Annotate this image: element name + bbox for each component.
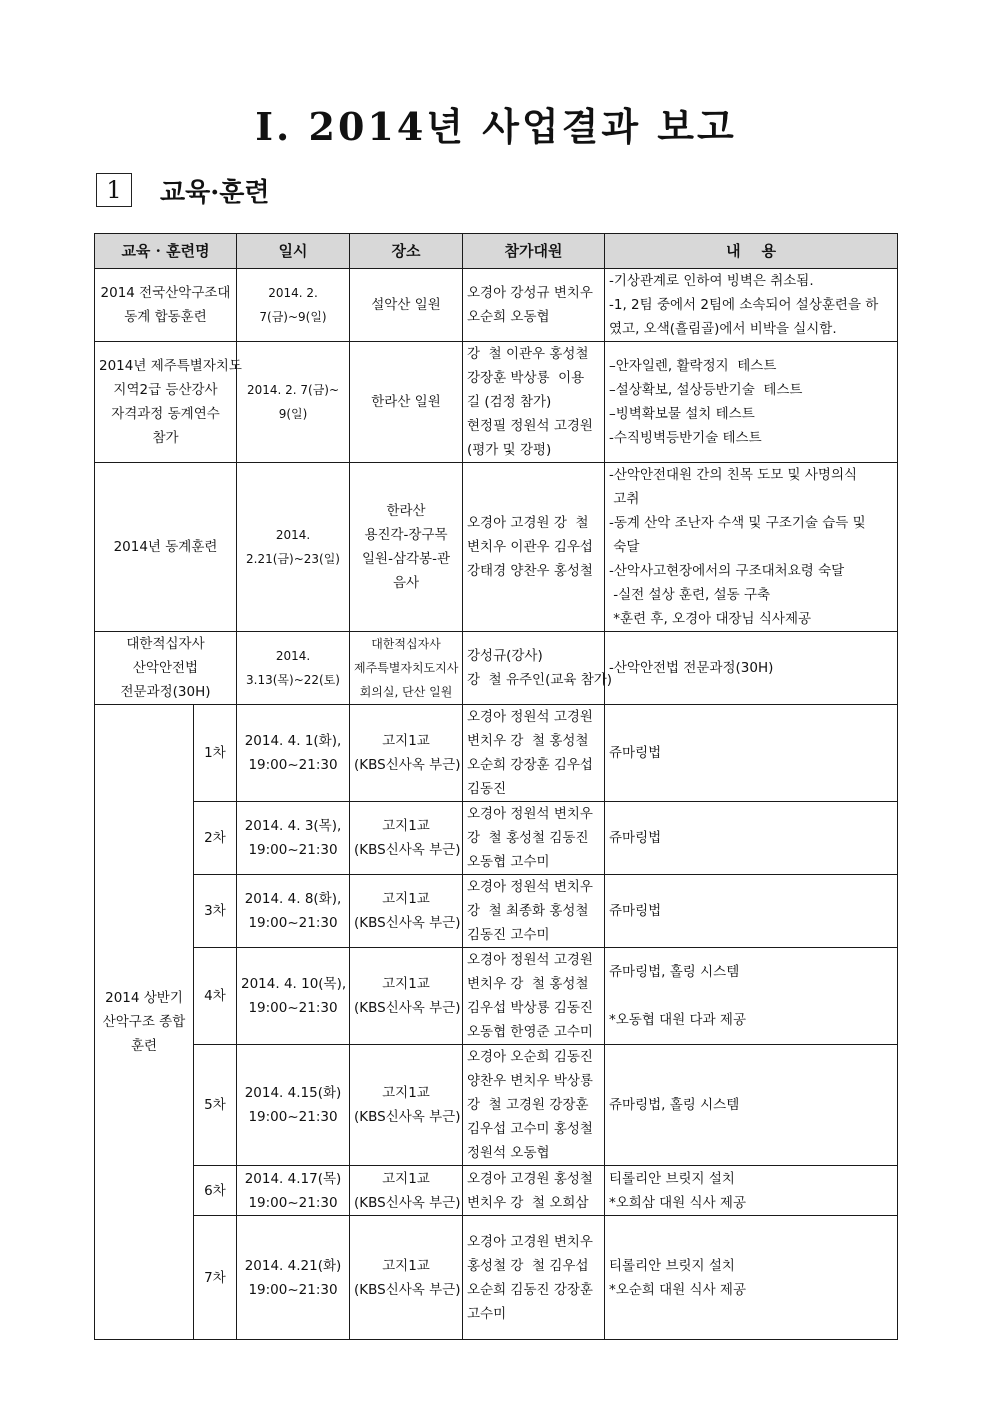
- session-place: [350, 802, 463, 875]
- session-content-line: 쥬마링법: [609, 903, 662, 919]
- table-row: [95, 463, 898, 632]
- group-training-name-line: 훈련: [130, 1038, 158, 1054]
- session-place: [350, 1216, 463, 1340]
- training-name-line: 대한적십자사: [126, 636, 205, 652]
- section-heading: [96, 172, 270, 208]
- session-date-line: 19:00~21:30: [248, 1194, 338, 1211]
- training-content-line: -동계 산악 조난자 수색 및 구조기술 습득 및: [609, 515, 866, 531]
- session-content-line: 쥬마링법, 홀링 시스템: [609, 964, 740, 980]
- session-row: [95, 1166, 898, 1216]
- session-members: [463, 1166, 605, 1216]
- training-content: [605, 269, 898, 342]
- session-members-line: 고수미: [467, 1305, 507, 1322]
- table-row: [95, 632, 898, 705]
- training-place: [350, 632, 463, 705]
- session-place-line: (KBS신사옥 부근): [354, 1109, 461, 1125]
- session-content-line: 티롤리안 브릿지 설치: [609, 1170, 735, 1187]
- training-content-line: -산악안전대원 간의 친목 도모 및 사명의식: [609, 467, 858, 483]
- session-row: [95, 705, 898, 802]
- session-content: [605, 705, 898, 802]
- session-date-line: 19:00~21:30: [248, 842, 338, 858]
- session-date-line: 2014. 4.17(목): [244, 1170, 342, 1187]
- training-members-line: 강성규(강사): [467, 648, 543, 664]
- session-place-line: 고지1교: [382, 891, 430, 907]
- training-content-line: -산악사고현장에서의 구조대처요령 숙달: [609, 563, 845, 579]
- session-round: 6차: [194, 1166, 237, 1216]
- training-members-line: 오경아 강성규 변치우: [467, 285, 593, 301]
- training-members-line: 강장훈 박상룡 이용: [467, 370, 585, 386]
- session-members-line: 오경아 고경원 변치우: [467, 1233, 593, 1250]
- session-place: [350, 1045, 463, 1166]
- training-place-line: 설악산 일원: [371, 297, 441, 313]
- session-members-line: 김우섭 고수미 홍성철: [467, 1121, 593, 1137]
- training-members-line: 강 철 이관우 홍성철: [467, 346, 589, 362]
- session-date-line: 19:00~21:30: [248, 1281, 338, 1298]
- session-round: 5차: [194, 1045, 237, 1166]
- session-row: [95, 1216, 898, 1340]
- training-members-line: 오경아 고경원 강 철: [467, 515, 589, 531]
- training-place-line: 일원-삼각봉-관: [362, 551, 450, 567]
- training-place-line: 회의실, 단산 일원: [359, 685, 453, 699]
- training-content-line: 고취: [609, 491, 640, 507]
- training-table: [94, 233, 898, 1340]
- session-date-line: 2014. 4. 8(화),: [244, 891, 342, 907]
- header-content: 내 용: [605, 234, 898, 269]
- session-members: [463, 1216, 605, 1340]
- training-members-line: 강 철 유주인(교육 참가): [467, 672, 613, 688]
- training-date: 2014. 2. 7(금)~9(일): [237, 269, 350, 342]
- session-members: [463, 948, 605, 1045]
- session-place-line: 고지1교: [382, 976, 430, 992]
- session-date: [237, 705, 350, 802]
- session-row: [95, 948, 898, 1045]
- session-place-line: 고지1교: [382, 818, 430, 834]
- training-content-line: –빙벽확보물 설치 테스트: [609, 406, 755, 422]
- session-content: [605, 1045, 898, 1166]
- session-content-line: 쥬마링법: [609, 745, 662, 761]
- session-date-line: 2014. 4. 3(목),: [244, 818, 342, 834]
- session-place-line: 고지1교: [382, 1257, 430, 1274]
- session-members-line: 오순희 김동진 강장훈: [467, 1281, 593, 1298]
- training-members: [463, 463, 605, 632]
- session-round: 1차: [194, 705, 237, 802]
- training-name: [95, 632, 237, 705]
- training-date: 2014. 3.13(목)~22(토): [237, 632, 350, 705]
- session-members-line: 김우섭 박상룡 김동진: [467, 1000, 593, 1016]
- training-content-line: -산악안전법 전문과정(30H): [609, 660, 774, 676]
- session-members-line: 강 철 홍성철 김동진: [467, 830, 589, 846]
- session-content-line: 쥬마링법: [609, 830, 662, 846]
- session-place: [350, 1166, 463, 1216]
- session-date-line: 19:00~21:30: [248, 915, 338, 931]
- group-training-name: [95, 705, 194, 1340]
- session-members-line: 홍성철 강 철 김우섭: [467, 1257, 589, 1274]
- session-place-line: (KBS신사옥 부근): [354, 915, 461, 931]
- training-place-line: 음사: [392, 575, 420, 591]
- session-place: [350, 948, 463, 1045]
- session-round: 7차: [194, 1216, 237, 1340]
- session-content-line: 티롤리안 브릿지 설치: [609, 1257, 735, 1274]
- session-date: [237, 948, 350, 1045]
- session-date-line: 2014. 4.21(화): [244, 1257, 342, 1274]
- session-row: [95, 875, 898, 948]
- session-date-line: 2014. 4. 1(화),: [244, 733, 342, 749]
- training-name: [95, 269, 237, 342]
- session-members-line: 오경아 정원석 고경원: [467, 709, 593, 725]
- training-content-line: -실전 설상 훈련, 설동 구축: [609, 587, 771, 603]
- group-training-name-line: 2014 상반기: [105, 990, 183, 1006]
- session-members-line: 오경아 정원석 변치우: [467, 806, 593, 822]
- session-members-line: 오경아 오순희 김동진: [467, 1049, 593, 1065]
- training-content-line: 였고, 오색(흘림골)에서 비박을 실시함.: [609, 321, 837, 337]
- session-content: [605, 875, 898, 948]
- training-place-line: 대한적십자사: [371, 637, 441, 651]
- training-content-line: -수직빙벽등반기술 테스트: [609, 430, 762, 446]
- training-members-line: 현정필 정원석 고경원: [467, 418, 593, 434]
- session-row: [95, 802, 898, 875]
- session-content: [605, 802, 898, 875]
- training-members: [463, 342, 605, 463]
- session-members-line: 양찬우 변치우 박상룡: [467, 1073, 593, 1089]
- training-content: [605, 632, 898, 705]
- session-members-line: 변치우 강 철 홍성철: [467, 976, 589, 992]
- session-content-line: [609, 984, 893, 1008]
- session-place-line: 고지1교: [382, 1170, 430, 1187]
- section-title: 교육·훈련: [160, 177, 270, 208]
- training-name-line: 지역2급 등산강사: [113, 382, 218, 398]
- training-name-line: 2014 전국산악구조대: [100, 285, 231, 301]
- session-members-line: 강 철 최종화 홍성철: [467, 903, 589, 919]
- session-members: [463, 802, 605, 875]
- session-members: [463, 875, 605, 948]
- training-content-line: -1, 2팀 중에서 2팀에 소속되어 설상훈련을 하: [609, 297, 879, 313]
- training-place-line: 한라산 일원: [371, 394, 441, 410]
- training-name: [95, 342, 242, 463]
- session-place-line: (KBS신사옥 부근): [354, 1000, 461, 1016]
- training-members-line: 길 (검정 참가): [467, 394, 552, 410]
- session-members-line: 변치우 강 철 홍성철: [467, 733, 589, 749]
- session-members-line: 정원석 오동협: [467, 1145, 550, 1161]
- session-members-line: 변치우 강 철 오희삼: [467, 1194, 589, 1211]
- header-name: 교육 · 훈련명: [95, 234, 237, 269]
- session-date-line: 2014. 4. 10(목),: [241, 976, 347, 992]
- training-members-line: 변치우 이관우 김우섭: [467, 539, 593, 555]
- session-place-line: (KBS신사옥 부근): [354, 1281, 461, 1298]
- training-name-line: 참가: [152, 430, 179, 446]
- session-round: 2차: [194, 802, 237, 875]
- training-place-line: 한라산: [386, 503, 426, 519]
- session-place-line: (KBS신사옥 부근): [354, 757, 461, 773]
- header-place: 장소: [350, 234, 463, 269]
- session-members: [463, 705, 605, 802]
- training-place-line: 제주특별자치도지사: [354, 661, 459, 675]
- group-training-name-line: 산악구조 종합: [102, 1014, 186, 1030]
- training-content: [605, 342, 898, 463]
- session-date: [237, 1166, 350, 1216]
- training-name-line: 2014년 동계훈련: [113, 539, 218, 555]
- training-date: 2014. 2. 7(금)~ 9(일): [237, 342, 350, 463]
- session-content: [605, 1166, 898, 1216]
- table-row: [95, 342, 898, 463]
- session-members-line: 오경아 정원석 고경원: [467, 952, 593, 968]
- training-name-line: 산악안전법: [132, 660, 199, 676]
- session-place-line: 고지1교: [382, 1085, 430, 1101]
- training-name-line: 2014년 제주특별자치도: [99, 358, 242, 374]
- training-content-line: -기상관계로 인하여 빙벽은 취소됨.: [609, 273, 814, 289]
- session-members-line: 오동협 고수미: [467, 854, 550, 870]
- session-date: [237, 875, 350, 948]
- training-date: 2014. 2.21(금)~23(일): [237, 463, 350, 632]
- session-place: [350, 705, 463, 802]
- table-header-row: [95, 234, 898, 269]
- session-members-line: 오경아 고경원 홍성철: [467, 1170, 593, 1187]
- session-content-line: *오순희 대원 식사 제공: [609, 1281, 746, 1298]
- training-members: [463, 632, 613, 705]
- training-place: [350, 342, 463, 463]
- training-place: [350, 463, 463, 632]
- session-members-line: 김동진 고수미: [467, 927, 550, 943]
- session-date: [237, 1216, 350, 1340]
- session-date-line: 2014. 4.15(화): [244, 1085, 342, 1101]
- training-members: [463, 269, 605, 342]
- training-content-line: 숙달: [609, 539, 640, 555]
- training-content-line: –설상확보, 설상등반기술 테스트: [609, 382, 803, 398]
- training-members-line: 강태경 양찬우 홍성철: [467, 563, 593, 579]
- session-date-line: 19:00~21:30: [248, 1000, 338, 1016]
- session-date-line: 19:00~21:30: [248, 757, 338, 773]
- session-members-line: 김동진: [467, 781, 507, 797]
- training-name: [95, 463, 237, 632]
- session-place-line: (KBS신사옥 부근): [354, 1194, 461, 1211]
- header-date: 일시: [237, 234, 350, 269]
- session-members-line: 강 철 고경원 강장훈: [467, 1097, 589, 1113]
- session-members-line: 오경아 정원석 변치우: [467, 879, 593, 895]
- session-content-line: 쥬마링법, 홀링 시스템: [609, 1097, 740, 1113]
- session-content: [605, 1216, 898, 1340]
- section-number-box: 1: [96, 173, 132, 207]
- training-place: [350, 269, 463, 342]
- session-content-line: *오희삼 대원 식사 제공: [609, 1194, 746, 1211]
- session-place-line: 고지1교: [382, 733, 430, 749]
- session-round: 3차: [194, 875, 237, 948]
- training-place-line: 용진각-장구목: [364, 527, 448, 543]
- session-round: 4차: [194, 948, 237, 1045]
- training-name-line: 전문과정(30H): [120, 684, 211, 700]
- training-content-line: *훈련 후, 오경아 대장님 식사제공: [609, 611, 812, 627]
- session-place: [350, 875, 463, 948]
- training-members-line: 오순희 오동협: [467, 309, 550, 325]
- training-name-line: 동계 합동훈련: [124, 309, 207, 325]
- table-row: [95, 269, 898, 342]
- session-row: [95, 1045, 898, 1166]
- session-members-line: 오동협 한영준 고수미: [467, 1024, 593, 1040]
- header-members: 참가대원: [463, 234, 605, 269]
- training-content: [605, 463, 898, 632]
- session-date: [237, 802, 350, 875]
- session-content: [605, 948, 898, 1045]
- session-place-line: (KBS신사옥 부근): [354, 842, 461, 858]
- session-content-line: *오동협 대원 다과 제공: [609, 1012, 746, 1028]
- session-members-line: 오순희 강장훈 김우섭: [467, 757, 593, 773]
- training-members-line: (평가 및 강평): [467, 442, 552, 458]
- training-content-line: –안자일렌, 활락정지 테스트: [609, 358, 777, 374]
- training-name-line: 자격과정 동계연수: [111, 406, 220, 422]
- session-date-line: 19:00~21:30: [248, 1109, 338, 1125]
- session-date: [237, 1045, 350, 1166]
- page-title: Ⅰ. 2014년 사업결과 보고: [255, 104, 737, 149]
- session-members: [463, 1045, 605, 1166]
